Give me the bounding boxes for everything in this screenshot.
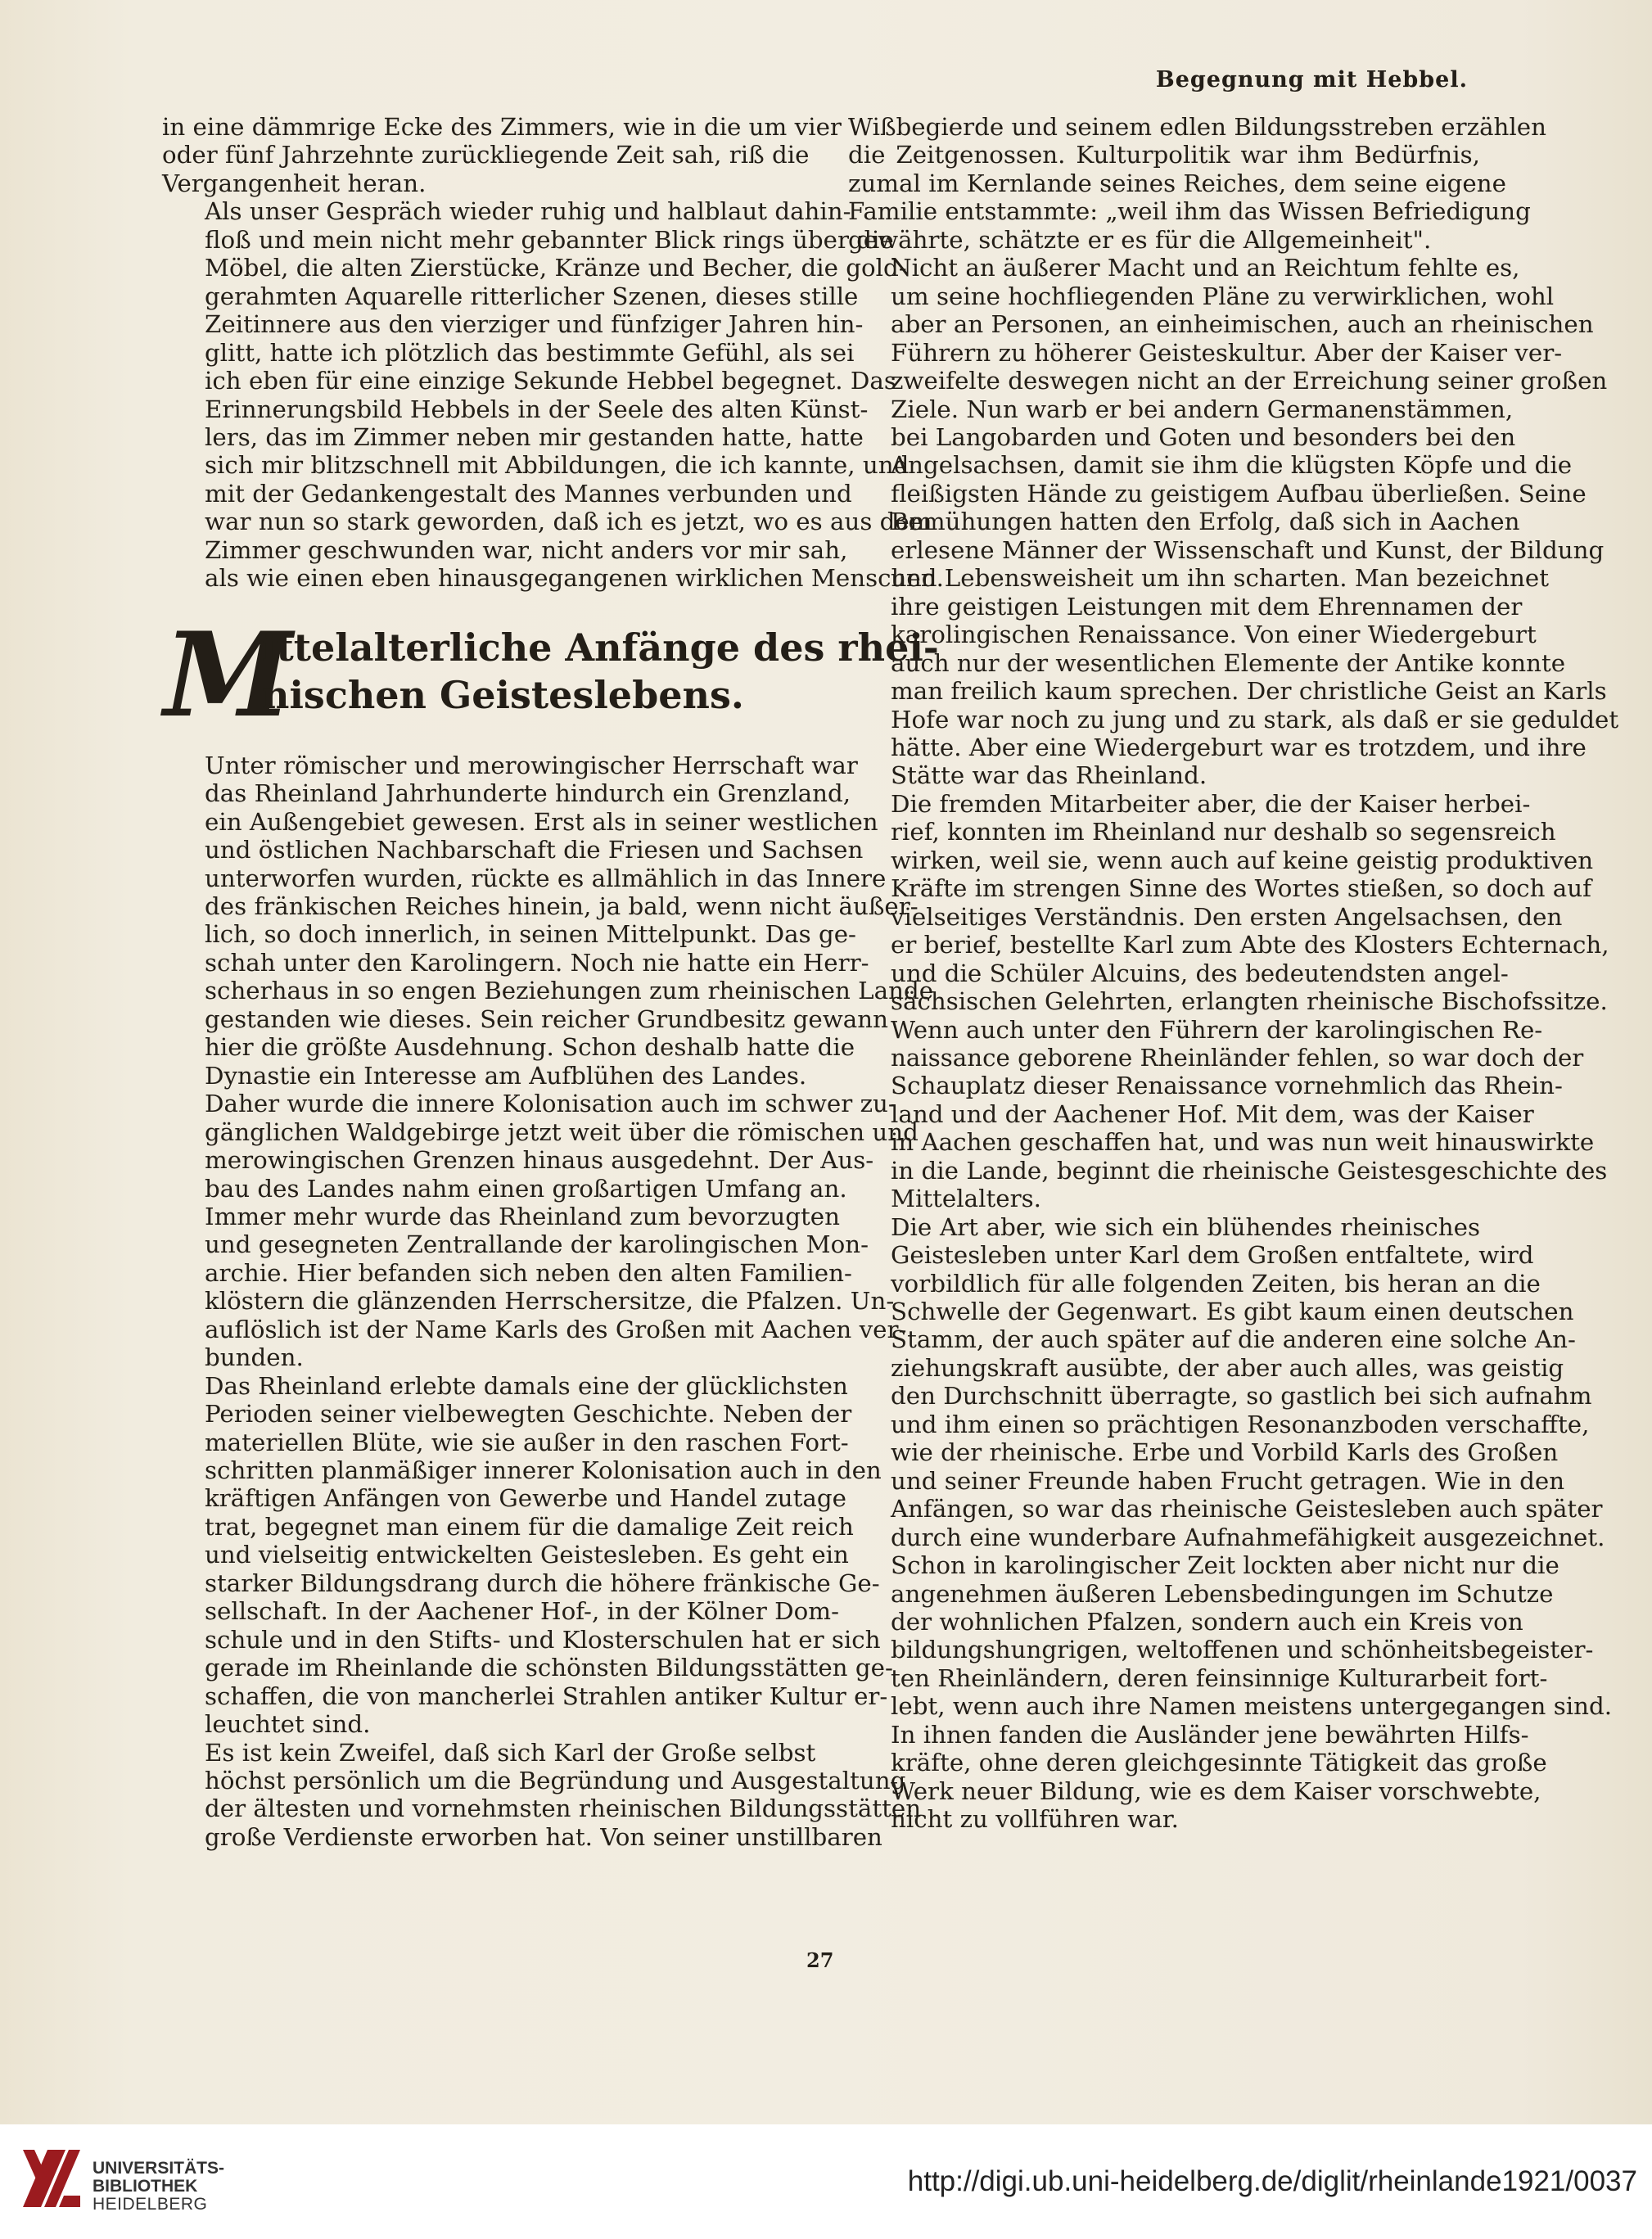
paragraph — [848, 1212, 1613, 1834]
text-line: mit der Gedankengestalt des Mannes verbunden und — [205, 479, 852, 508]
text-line: Wißbegierde und seinem edlen Bildungsstreben erzählen — [848, 113, 1546, 141]
text-line: und gesegneten Zentrallande der karolingischen Mon- — [205, 1230, 869, 1259]
text-line: schaffen, die von mancherlei Strahlen antiker Kultur er- — [205, 1682, 888, 1710]
text-line: Familie entstammte: „weil ihm das Wissen Befriedigung — [848, 197, 1531, 226]
text-line: höchst persönlich um die Begründung und Ausgestaltung — [205, 1767, 906, 1795]
text-line: hier die größte Ausdehnung. Schon deshalb hatte die — [205, 1033, 855, 1062]
text-line: Wenn auch unter den Führern der karolingischen Re- — [891, 1015, 1543, 1044]
text-line: durch eine wunderbare Aufnahmefähigkeit ausgezeichnet. — [891, 1523, 1605, 1551]
text-line: Immer mehr wurde das Rheinland zum bevorzugten — [205, 1202, 841, 1230]
text-line: Zeitinnere aus den vierziger und fünfziger Jahren hin- — [205, 310, 864, 339]
text-line: Hofe war noch zu jung und zu stark, als daß er sie geduldet — [891, 705, 1619, 734]
text-line: bei Langobarden und Goten und besonders bei den — [891, 422, 1516, 451]
text-line: ein Außengebiet gewesen. Erst als in seiner westlichen — [205, 807, 878, 836]
text-line: und die Schüler Alcuins, des bedeutendsten angel- — [891, 959, 1509, 987]
text-line: Bemühungen hatten den Erfolg, daß sich in Aachen — [891, 508, 1520, 536]
text-line: Stätte war das Rheinland. — [891, 761, 1207, 790]
right-column — [848, 113, 1619, 1834]
text-line: auflöslich ist der Name Karls des Großen mit Aachen ver- — [205, 1315, 907, 1343]
text-line: sellschaft. In der Aachener Hof-, in der Kölner Dom- — [205, 1597, 839, 1626]
text-line: kräfte, ohne deren gleichgesinnte Tätigkeit das große — [891, 1749, 1547, 1777]
university-library-logo-icon — [16, 2143, 87, 2214]
text-line: Nicht an äußerer Macht und an Reichtum fehlte es, — [891, 254, 1520, 282]
text-line: in Aachen geschaffen hat, und was nun weit hinauswirkte — [891, 1128, 1595, 1157]
text-line: lers, das im Zimmer neben mir gestanden hatte, hatte — [205, 422, 864, 451]
text-line: man freilich kaum sprechen. Der christliche Geist an Karls — [891, 677, 1607, 706]
text-line: naissance geborene Rheinländer fehlen, so war doch der — [891, 1043, 1584, 1072]
text-line: Kräfte im strengen Sinne des Wortes stießen, so doch auf — [891, 874, 1591, 903]
text-line: Die Art aber, wie sich ein blühendes rheinisches — [891, 1212, 1480, 1241]
text-line: Mittelalters. — [891, 1185, 1041, 1213]
text-line: Anfängen, so war das rheinische Geistesleben auch später — [891, 1495, 1603, 1524]
text-line: schah unter den Karolingern. Noch nie hatte ein Herr- — [205, 948, 869, 977]
text-line: materiellen Blüte, wie sie außer in den raschen Fort- — [205, 1428, 849, 1456]
section-title-line: nischen Geisteslebens. — [262, 672, 744, 717]
text-line: Die fremden Mitarbeiter aber, die der Kaiser herbei- — [891, 789, 1531, 818]
paragraph — [162, 1738, 922, 1852]
text-line: bunden. — [205, 1343, 304, 1372]
text-line: bildungshungrigen, weltoffenen und schönheitsbegeister- — [891, 1636, 1594, 1664]
text-line: gerade im Rheinlande die schönsten Bildungsstätten ge- — [205, 1654, 893, 1682]
text-line: und ihm einen so prächtigen Resonanzboden verschaffte, — [891, 1410, 1590, 1438]
text-line: des fränkischen Reiches hinein, ja bald, wenn nicht äußer- — [205, 892, 919, 920]
text-line: schritten planmäßiger innerer Kolonisation auch in den — [205, 1456, 882, 1485]
text-line: Geistesleben unter Karl dem Großen entfaltete, wird — [891, 1241, 1534, 1270]
paragraph — [162, 113, 842, 197]
section-title-line: ittelalterliche Anfänge des rhei- — [262, 625, 939, 670]
footer-url-link[interactable]: http://digi.ub.uni-heidelberg.de/diglit/rheinlande1921/0037 — [907, 2165, 1637, 2197]
text-line: er berief, bestellte Karl zum Abte des Klosters Echternach, — [891, 931, 1609, 959]
library-name-line: UNIVERSITÄTS- — [93, 2159, 225, 2178]
text-line: Das Rheinland erlebte damals eine der glücklichsten — [205, 1371, 848, 1400]
text-line: ten Rheinländern, deren feinsinnige Kulturarbeit fort- — [891, 1663, 1548, 1692]
text-line: vielseitiges Verständnis. Den ersten Angelsachsen, den — [891, 902, 1563, 931]
page-number: 27 — [806, 1948, 834, 1972]
text-line: Erinnerungsbild Hebbels in der Seele des alten Künst- — [205, 395, 869, 423]
text-line: trat, begegnet man einem für die damalige Zeit reich — [205, 1512, 854, 1541]
text-line: leuchtet sind. — [205, 1710, 371, 1739]
text-line: klöstern die glänzenden Herrschersitze, die Pfalzen. Un- — [205, 1287, 895, 1316]
text-line: Schauplatz dieser Renaissance vornehmlich das Rhein- — [891, 1072, 1563, 1100]
running-head: Begegnung mit Hebbel. — [1155, 67, 1468, 93]
text-line: und Lebensweisheit um ihn scharten. Man bezeichnet — [891, 564, 1549, 593]
text-line: Angelsachsen, damit sie ihm die klügsten Köpfe und die — [891, 451, 1573, 480]
text-line: der ältesten und vornehmsten rheinischen Bildungsstätten — [205, 1794, 922, 1823]
text-line: in die Lande, beginnt die rheinische Geistesgeschichte des — [891, 1156, 1608, 1185]
text-line: den Durchschnitt überragte, so gastlich bei sich aufnahm — [891, 1382, 1592, 1411]
text-line: Perioden seiner vielbewegten Geschichte. Neben der — [205, 1400, 852, 1429]
text-line: vorbildlich für alle folgenden Zeiten, bis heran an die — [891, 1269, 1541, 1298]
text-line: Führern zu höherer Geisteskultur. Aber der Kaiser ver- — [891, 338, 1563, 367]
text-line: kräftigen Anfängen von Gewerbe und Handel zutage — [205, 1484, 846, 1513]
text-line: um seine hochfliegenden Pläne zu verwirklichen, wohl — [891, 282, 1555, 310]
text-line: Als unser Gespräch wieder ruhig und halblaut dahin- — [205, 197, 851, 226]
text-line: das Rheinland Jahrhunderte hindurch ein Grenzland, — [205, 779, 851, 808]
text-line: zumal im Kernlande seines Reiches, dem seine eigene — [848, 169, 1506, 197]
text-line: Ziele. Nun warb er bei andern Germanenstämmen, — [891, 395, 1514, 423]
paragraph — [848, 254, 1619, 790]
text-line: die Zeitgenossen. Kulturpolitik war ihm Bedürfnis, — [848, 141, 1480, 169]
text-line: rief, konnten im Rheinland nur deshalb so segensreich — [891, 818, 1556, 846]
text-line: war nun so stark geworden, daß ich es jetzt, wo es aus dem — [205, 508, 932, 536]
text-line: erlesene Männer der Wissenschaft und Kunst, der Bildung — [891, 535, 1605, 564]
text-line: lebt, wenn auch ihre Namen meistens untergegangen sind. — [891, 1692, 1613, 1721]
library-name-line: BIBLIOTHEK — [93, 2177, 198, 2196]
text-line: glitt, hatte ich plötzlich das bestimmte Gefühl, als sei — [205, 338, 855, 367]
library-name — [93, 2160, 224, 2214]
text-line: gerahmten Aquarelle ritterlicher Szenen, dieses stille — [205, 282, 859, 310]
text-line: hätte. Aber eine Wiedergeburt war es trotzdem, und ihre — [891, 733, 1587, 761]
text-line: zweifelte deswegen nicht an der Erreichung seiner großen — [891, 367, 1608, 395]
text-line: Daher wurde die innere Kolonisation auch im schwer zu- — [205, 1090, 896, 1118]
text-line: Es ist kein Zweifel, daß sich Karl der Große selbst — [205, 1738, 816, 1767]
text-line: fleißigsten Hände zu geistigem Aufbau überließen. Seine — [891, 479, 1587, 508]
text-line: ihre geistigen Leistungen mit dem Ehrennamen der — [891, 592, 1523, 621]
text-line: archie. Hier befanden sich neben den alten Familien- — [205, 1258, 852, 1287]
text-line: auch nur der wesentlichen Elemente der Antike konnte — [891, 648, 1566, 677]
paragraph — [162, 197, 944, 593]
text-line: Zimmer geschwunden war, nicht anders vor mir sah, — [205, 535, 848, 564]
text-line: unterworfen wurden, rückte es allmählich in das Innere — [205, 864, 887, 892]
library-name-line: HEIDELBERG — [93, 2195, 208, 2214]
text-line: Stamm, der auch später auf die anderen eine solche An- — [891, 1325, 1576, 1354]
text-line: floß und mein nicht mehr gebannter Blick rings über die — [205, 225, 894, 254]
text-line: in eine dämmrige Ecke des Zimmers, wie in die um vier — [162, 113, 842, 141]
section-title — [262, 624, 939, 719]
text-line: starker Bildungsdrang durch die höhere fränkische Ge- — [205, 1569, 880, 1597]
text-line: bau des Landes nahm einen großartigen Umfang an. — [205, 1174, 847, 1203]
text-line: sich mir blitzschnell mit Abbildungen, die ich kannte, und — [205, 451, 910, 480]
text-line: gewährte, schätzte er es für die Allgemeinheit". — [848, 225, 1432, 254]
paragraph — [162, 751, 934, 1372]
text-line: scherhaus in so engen Beziehungen zum rheinischen Lande — [205, 977, 934, 1005]
text-line: und östlichen Nachbarschaft die Friesen und Sachsen — [205, 836, 864, 864]
text-line: Schwelle der Gegenwart. Es gibt kaum einen deutschen — [891, 1298, 1574, 1326]
text-line: oder fünf Jahrzehnte zurückliegende Zeit sah, riß die — [162, 141, 810, 169]
paragraph — [848, 113, 1546, 254]
paragraph — [162, 1371, 893, 1739]
text-line: merowingischen Grenzen hinaus ausgedehnt. Der Aus- — [205, 1146, 874, 1175]
text-line: sächsischen Gelehrten, erlangten rheinische Bischofssitze. — [891, 987, 1608, 1016]
text-line: Schon in karolingischer Zeit lockten aber nicht nur die — [891, 1551, 1559, 1580]
text-line: angenehmen äußeren Lebensbedingungen im Schutze — [891, 1579, 1554, 1608]
text-line: gänglichen Waldgebirge jetzt weit über die römischen und — [205, 1117, 919, 1146]
text-line: der wohnlichen Pfalzen, sondern auch ein Kreis von — [891, 1608, 1523, 1636]
text-line: Möbel, die alten Zierstücke, Kränze und Becher, die gold- — [205, 254, 907, 282]
text-line: wie der rheinische. Erbe und Vorbild Karls des Großen — [891, 1438, 1559, 1467]
text-line: gestanden wie dieses. Sein reicher Grundbesitz gewann — [205, 1004, 888, 1033]
text-line: ziehungskraft ausübte, der aber auch alles, was geistig — [891, 1353, 1564, 1382]
text-line: In ihnen fanden die Ausländer jene bewährten Hilfs- — [891, 1720, 1529, 1749]
text-line: Dynastie ein Interesse am Aufblühen des Landes. — [205, 1061, 807, 1090]
text-line: als wie einen eben hinausgegangenen wirklichen Menschen. — [205, 564, 944, 593]
text-line: Unter römischer und merowingischer Herrschaft war — [205, 751, 858, 779]
text-line: land und der Aachener Hof. Mit dem, was der Kaiser — [891, 1099, 1534, 1128]
text-line: nicht zu vollführen war. — [891, 1805, 1179, 1834]
text-line: Vergangenheit heran. — [162, 169, 427, 197]
text-line: lich, so doch innerlich, in seinen Mittelpunkt. Das ge- — [205, 920, 856, 949]
text-line: und vielseitig entwickelten Geistesleben. Es geht ein — [205, 1541, 849, 1569]
text-line: Werk neuer Bildung, wie es dem Kaiser vorschwebte, — [891, 1776, 1541, 1805]
text-line: wirken, weil sie, wenn auch auf keine geistig produktiven — [891, 846, 1594, 874]
section-heading — [162, 607, 939, 743]
left-column — [162, 113, 944, 1851]
drop-cap: M — [164, 607, 293, 743]
text-line: ich eben für eine einzige Sekunde Hebbel begegnet. Das — [205, 367, 896, 395]
text-line: große Verdienste erworben hat. Von seiner unstillbaren — [205, 1822, 882, 1851]
text-line: schule und in den Stifts- und Klosterschulen hat er sich — [205, 1625, 881, 1654]
text-line: aber an Personen, an einheimischen, auch an rheinischen — [891, 310, 1594, 339]
paragraph — [848, 789, 1609, 1213]
text-line: und seiner Freunde haben Frucht getragen. Wie in den — [891, 1466, 1565, 1495]
text-line: karolingischen Renaissance. Von einer Wiedergeburt — [891, 621, 1537, 649]
